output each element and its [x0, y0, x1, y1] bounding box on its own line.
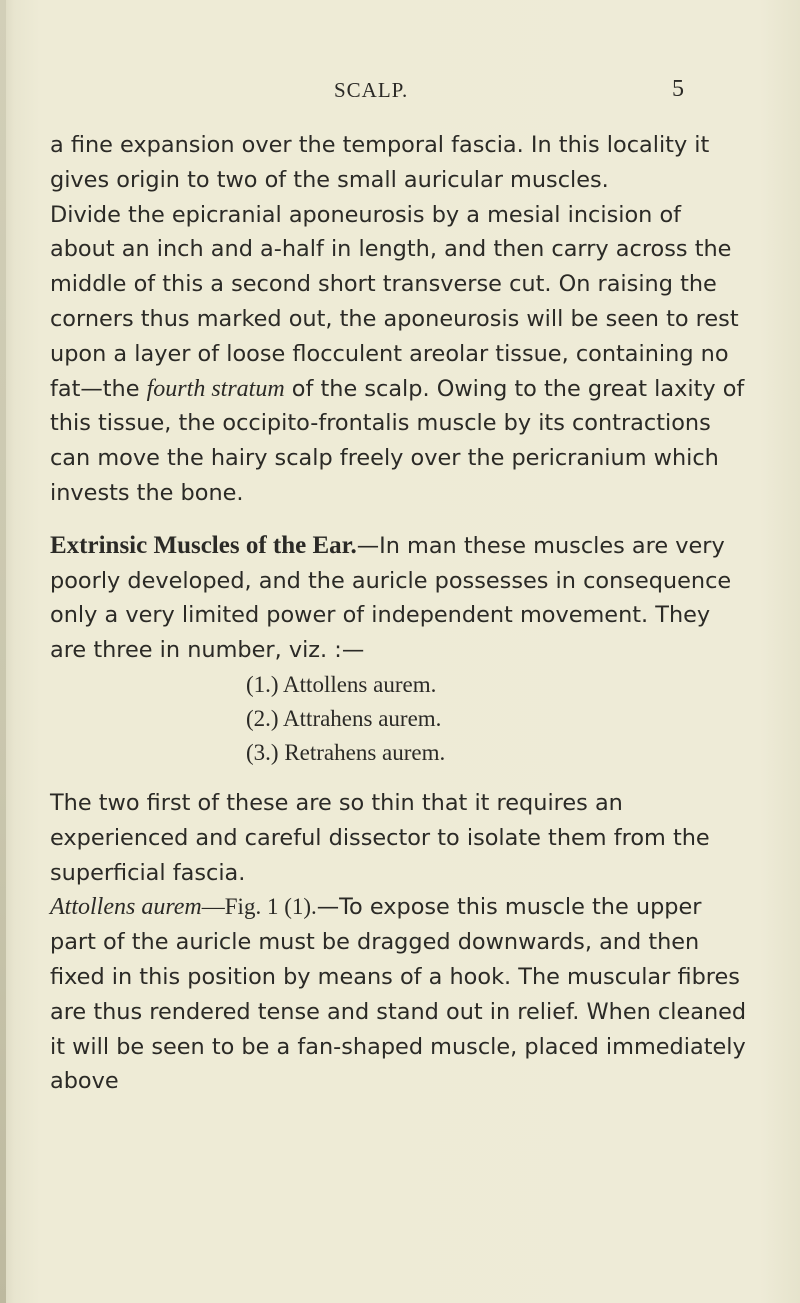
paragraph-extrinsic-muscles [50, 529, 750, 668]
page-number: 5 [672, 76, 684, 102]
paragraph-epicranial-aponeurosis [50, 198, 750, 511]
paragraph-text: —In man these muscles are very poorly developed, and the auricle possesses in consequence only a very limited power of independent movement. They are three in number, viz. :— [50, 532, 732, 664]
paragraph-dissection-note: The two first of these are so thin that it requires an experienced and careful dissector to isolate them from the superficial fascia. [50, 789, 710, 886]
list-item: (1.) Attollens aurem. [246, 671, 437, 697]
paragraph-temporal-fascia: a fine expansion over the temporal fascia. In this locality it gives origin to two of the small auricular muscles. [50, 132, 710, 193]
running-head [0, 78, 800, 108]
figure-reference: —Fig. 1 (1). [201, 894, 317, 920]
list-item: (2.) Attrahens aurem. [246, 705, 442, 731]
muscle-list [50, 668, 750, 770]
body-text [50, 128, 750, 1099]
paragraph-text: of the scalp. Owing to the great laxity of this tissue, the occipito-frontalis muscle by its contractions can move the hairy scalp freely over the pericranium which invests the bone. [50, 375, 745, 506]
running-title: SCALP. [334, 78, 409, 102]
section-heading: Extrinsic Muscles of the Ear. [50, 531, 357, 559]
emphasis-fourth-stratum: fourth stratum [146, 375, 285, 402]
paragraph-attollens-aurem [50, 890, 750, 1099]
paragraph-text: —To expose this muscle the upper part of the auricle must be dragged downwards, and then fixed in this position by means of a hook. The muscular fibres are thus rendered tense and stand out in relief. When cleaned it will be seen to be a fan-shaped muscle, placed immediately above [50, 894, 747, 1095]
paragraph-text: Divide the epicranial aponeurosis by a mesial incision of about an inch and a-half in length, and then carry across the middle of this a second short transverse cut. On raising the corners thus marked out, the aponeurosis will be seen to rest upon a layer of loose flocculent areolar tissue, containing no fat—the [50, 201, 739, 402]
list-item: (3.) Retrahens aurem. [246, 739, 446, 765]
page-gutter [0, 0, 6, 1303]
emphasis-attollens-aurem: Attollens aurem [50, 894, 202, 921]
